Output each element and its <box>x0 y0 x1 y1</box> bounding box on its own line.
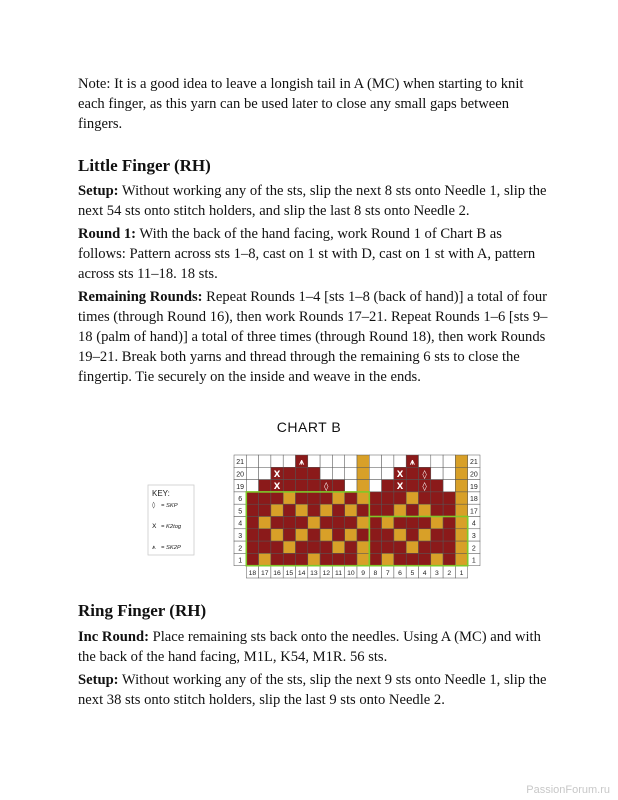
chart-symbol: X <box>273 482 281 493</box>
chart-cell <box>332 553 344 565</box>
chart-cell <box>320 541 332 553</box>
chart-cell <box>419 529 431 541</box>
chart-cell <box>332 504 344 516</box>
chart-cell <box>419 492 431 504</box>
chart-cell <box>283 480 295 492</box>
chart-cell <box>308 541 320 553</box>
chart-cell <box>308 504 320 516</box>
chart-cell <box>455 553 467 565</box>
row-label-right: 4 <box>471 520 476 528</box>
chart-cell <box>394 529 406 541</box>
chart-cell <box>332 541 344 553</box>
chart-cell <box>382 517 394 529</box>
chart-symbol: X <box>273 469 281 480</box>
chart-cell <box>308 517 320 529</box>
chart-cell <box>406 492 418 504</box>
row-label-left: 5 <box>238 508 243 516</box>
chart-cell <box>296 480 308 492</box>
intro-note: Note: It is a good idea to leave a longish tail in A (MC) when starting to knit each finger, as this yarn can be used later to close any small gaps between fingers. <box>78 76 524 132</box>
row-label-left: 6 <box>238 496 243 504</box>
chart-cell <box>283 541 295 553</box>
chart-symbol: ◊ <box>324 482 329 493</box>
chart-cell <box>369 455 381 467</box>
chart-cell <box>394 504 406 516</box>
chart-cell <box>419 541 431 553</box>
chart-key-symbol: ⩚ <box>152 543 156 551</box>
chart-cell <box>357 480 369 492</box>
column-label: 11 <box>335 569 343 577</box>
chart-cell <box>259 553 271 565</box>
chart-key-label: = SK2P <box>161 545 181 551</box>
chart-cell <box>443 541 455 553</box>
setup-label: Setup: <box>78 183 119 199</box>
chart-cell <box>369 467 381 479</box>
chart-cell <box>382 467 394 479</box>
chart-cell <box>308 553 320 565</box>
chart-title: CHART B <box>276 419 342 435</box>
chart-cell <box>296 529 308 541</box>
chart-cell <box>419 517 431 529</box>
chart-cell <box>455 492 467 504</box>
ring-finger-setup <box>78 670 548 710</box>
chart-cell <box>431 517 443 529</box>
chart-cell <box>357 553 369 565</box>
chart-cell <box>406 541 418 553</box>
chart-symbol: ⩚ <box>409 457 415 468</box>
chart-cell <box>345 504 357 516</box>
chart-cell <box>357 517 369 529</box>
row-label-left: 1 <box>238 557 243 565</box>
chart-cell <box>296 504 308 516</box>
chart-cell <box>246 517 258 529</box>
chart-cell <box>332 517 344 529</box>
chart-cell <box>406 480 418 492</box>
chart-cell <box>320 504 332 516</box>
chart-cell <box>345 553 357 565</box>
remaining-label: Remaining Rounds: <box>78 289 203 305</box>
chart-cell <box>431 553 443 565</box>
chart-key-label: = SKP <box>161 503 178 509</box>
chart-cell <box>259 492 271 504</box>
chart-symbol: X <box>396 469 404 480</box>
chart-cell <box>259 480 271 492</box>
inc-text: Place remaining sts back onto the needles. Using A (MC) and with the back of the hand facing, M1L, K54, M1R. 56 sts. <box>78 629 541 665</box>
chart-cell <box>246 455 258 467</box>
chart-cell <box>271 504 283 516</box>
chart-cell <box>443 455 455 467</box>
chart-cell <box>271 529 283 541</box>
chart-cell <box>419 455 431 467</box>
chart-cell <box>259 541 271 553</box>
chart-cell <box>296 517 308 529</box>
chart-cell <box>296 553 308 565</box>
chart-cell <box>431 529 443 541</box>
row-label-left: 19 <box>236 483 245 491</box>
chart-cell <box>283 504 295 516</box>
row-label-right: 2 <box>471 545 476 553</box>
chart-cell <box>332 467 344 479</box>
chart-cell <box>320 492 332 504</box>
column-label: 12 <box>322 569 331 577</box>
chart-cell <box>443 480 455 492</box>
chart-cell <box>394 455 406 467</box>
column-label: 8 <box>373 569 378 577</box>
column-label: 18 <box>248 569 257 577</box>
column-label: 5 <box>410 569 415 577</box>
chart-cell <box>246 553 258 565</box>
chart-cell <box>345 480 357 492</box>
chart-cell <box>308 529 320 541</box>
chart-cell <box>369 480 381 492</box>
chart-cell <box>320 529 332 541</box>
chart-cell <box>382 504 394 516</box>
column-label: 1 <box>459 569 464 577</box>
column-label: 3 <box>435 569 439 577</box>
chart-cell <box>320 553 332 565</box>
row-label-left: 21 <box>236 459 245 467</box>
column-label: 13 <box>310 569 318 577</box>
chart-cell <box>308 467 320 479</box>
column-label: 7 <box>385 569 390 577</box>
chart-cell <box>332 480 344 492</box>
round1-text: With the back of the hand facing, work Round 1 of Chart B as follows: Pattern across sts 1–8, cast on 1 st with D, cast on 1 st with A, pattern across sts 11–18. 18 sts. <box>78 226 536 282</box>
remaining-text: Repeat Rounds 1–4 [sts 1–8 (back of hand)] a total of four times (through Round 16), then work Rounds 17–21. Repeat Rounds 1–6 [sts 9–18 (palm of hand)] a total of three times (through Round 18), then work Rounds 19–21. Break both yarns and thread through the remaining 6 sts to close the fingertip. Tie securely on the inside and weave in the ends. <box>78 289 548 385</box>
ring-finger-inc-round <box>78 627 548 667</box>
column-label: 15 <box>285 569 294 577</box>
round1-label: Round 1: <box>78 226 136 242</box>
row-label-left: 3 <box>238 533 243 541</box>
chart-cell <box>369 504 381 516</box>
chart-cell <box>431 455 443 467</box>
watermark: PassionForum.ru <box>526 784 610 796</box>
chart-cell <box>443 504 455 516</box>
chart-cell <box>345 492 357 504</box>
chart-cell <box>382 553 394 565</box>
chart-cell <box>271 517 283 529</box>
chart-cell <box>320 517 332 529</box>
chart-cell <box>357 492 369 504</box>
chart-cell <box>455 455 467 467</box>
chart-cell <box>406 529 418 541</box>
chart-cell <box>246 529 258 541</box>
column-label: 16 <box>273 569 281 577</box>
chart-symbol: ◊ <box>324 469 329 480</box>
chart-cell <box>357 467 369 479</box>
chart-cell <box>345 517 357 529</box>
column-label: 14 <box>297 569 306 577</box>
chart-cell <box>369 529 381 541</box>
row-label-left: 2 <box>238 545 243 553</box>
chart-symbol: X <box>396 482 404 493</box>
chart-cell <box>283 529 295 541</box>
chart-cell <box>394 553 406 565</box>
chart-cell <box>259 529 271 541</box>
chart-cell <box>406 504 418 516</box>
chart-cell <box>406 467 418 479</box>
chart-cell <box>246 541 258 553</box>
column-label: 9 <box>361 569 366 577</box>
chart-cell <box>382 455 394 467</box>
chart-cell <box>455 529 467 541</box>
chart-cell <box>357 455 369 467</box>
column-label: 10 <box>347 569 355 577</box>
chart-cell <box>455 517 467 529</box>
column-label: 6 <box>398 569 402 577</box>
chart-cell <box>283 492 295 504</box>
chart-cell <box>271 492 283 504</box>
chart-cell <box>431 504 443 516</box>
chart-cell <box>443 492 455 504</box>
chart-cell <box>345 529 357 541</box>
chart-cell <box>443 517 455 529</box>
row-label-right: 19 <box>469 483 478 491</box>
chart-cell <box>308 455 320 467</box>
chart-cell <box>455 480 467 492</box>
chart-key-symbol: ◊ <box>152 501 156 509</box>
chart-cell <box>431 467 443 479</box>
row-label-right: 21 <box>469 459 478 467</box>
row-label-left: 4 <box>238 520 243 528</box>
ring-setup-label: Setup: <box>78 672 119 688</box>
chart-cell <box>443 553 455 565</box>
chart-cell <box>271 455 283 467</box>
chart-cell <box>443 529 455 541</box>
chart-cell <box>283 467 295 479</box>
chart-cell <box>296 467 308 479</box>
chart-cell <box>431 492 443 504</box>
row-label-right: 17 <box>469 508 478 516</box>
chart-cell <box>345 455 357 467</box>
row-label-right: 3 <box>471 533 476 541</box>
chart-cell <box>382 529 394 541</box>
little-finger-heading: Little Finger (RH) <box>78 156 211 175</box>
chart-cell <box>443 467 455 479</box>
chart-cell <box>406 517 418 529</box>
chart-symbol: ◊ <box>422 482 427 493</box>
column-label: 17 <box>260 569 269 577</box>
chart-cell <box>271 541 283 553</box>
chart-cell <box>296 541 308 553</box>
row-label-right: 18 <box>469 496 478 504</box>
ring-finger-heading: Ring Finger (RH) <box>78 601 207 620</box>
chart-cell <box>369 517 381 529</box>
chart-cell <box>283 553 295 565</box>
chart-cell <box>382 480 394 492</box>
chart-cell <box>369 553 381 565</box>
chart-cell <box>382 541 394 553</box>
chart-cell <box>271 553 283 565</box>
chart-cell <box>394 492 406 504</box>
chart-key-label: = K2tog <box>161 524 182 530</box>
chart-cell <box>259 504 271 516</box>
chart-key-title: KEY: <box>152 489 170 498</box>
chart-cell <box>345 541 357 553</box>
chart-cell <box>357 541 369 553</box>
chart-cell <box>455 467 467 479</box>
chart-cell <box>394 517 406 529</box>
chart-cell <box>308 492 320 504</box>
column-label: 4 <box>422 569 427 577</box>
chart-symbol: ⩚ <box>299 457 305 468</box>
chart-cell <box>259 517 271 529</box>
chart-key-symbol: X <box>152 522 157 530</box>
row-label-left: 20 <box>236 471 245 479</box>
chart-cell <box>394 541 406 553</box>
chart-cell <box>320 455 332 467</box>
chart-cell <box>246 467 258 479</box>
chart-cell <box>455 541 467 553</box>
chart-cell <box>357 529 369 541</box>
chart-cell <box>382 492 394 504</box>
chart-cell <box>431 541 443 553</box>
ring-setup-text: Without working any of the sts, slip the next 9 sts onto Needle 1, slip the next 38 sts onto stitch holders, slip the last 9 sts onto Needle 2. <box>78 672 547 708</box>
chart-cell <box>369 492 381 504</box>
chart-cell <box>406 553 418 565</box>
chart-cell <box>246 504 258 516</box>
chart-cell <box>259 455 271 467</box>
chart-cell <box>259 467 271 479</box>
chart-cell <box>357 504 369 516</box>
column-label: 2 <box>447 569 452 577</box>
chart-cell <box>369 541 381 553</box>
chart-cell <box>332 455 344 467</box>
chart-cell <box>431 480 443 492</box>
row-label-right: 1 <box>471 557 476 565</box>
chart-cell <box>308 480 320 492</box>
chart-symbol: ◊ <box>422 469 427 480</box>
chart-cell <box>345 467 357 479</box>
chart-cell <box>283 455 295 467</box>
chart-cell <box>419 504 431 516</box>
chart-cell <box>246 492 258 504</box>
chart-cell <box>332 492 344 504</box>
chart-cell <box>296 492 308 504</box>
setup-text: Without working any of the sts, slip the next 8 sts onto Needle 1, slip the next 54 sts onto stitch holders, and slip the last 8 sts onto Needle 2. <box>78 183 547 219</box>
inc-label: Inc Round: <box>78 629 149 645</box>
row-label-right: 20 <box>469 471 478 479</box>
chart-cell <box>283 517 295 529</box>
chart-cell <box>332 529 344 541</box>
chart-cell <box>419 553 431 565</box>
chart-cell <box>246 480 258 492</box>
chart-cell <box>455 504 467 516</box>
